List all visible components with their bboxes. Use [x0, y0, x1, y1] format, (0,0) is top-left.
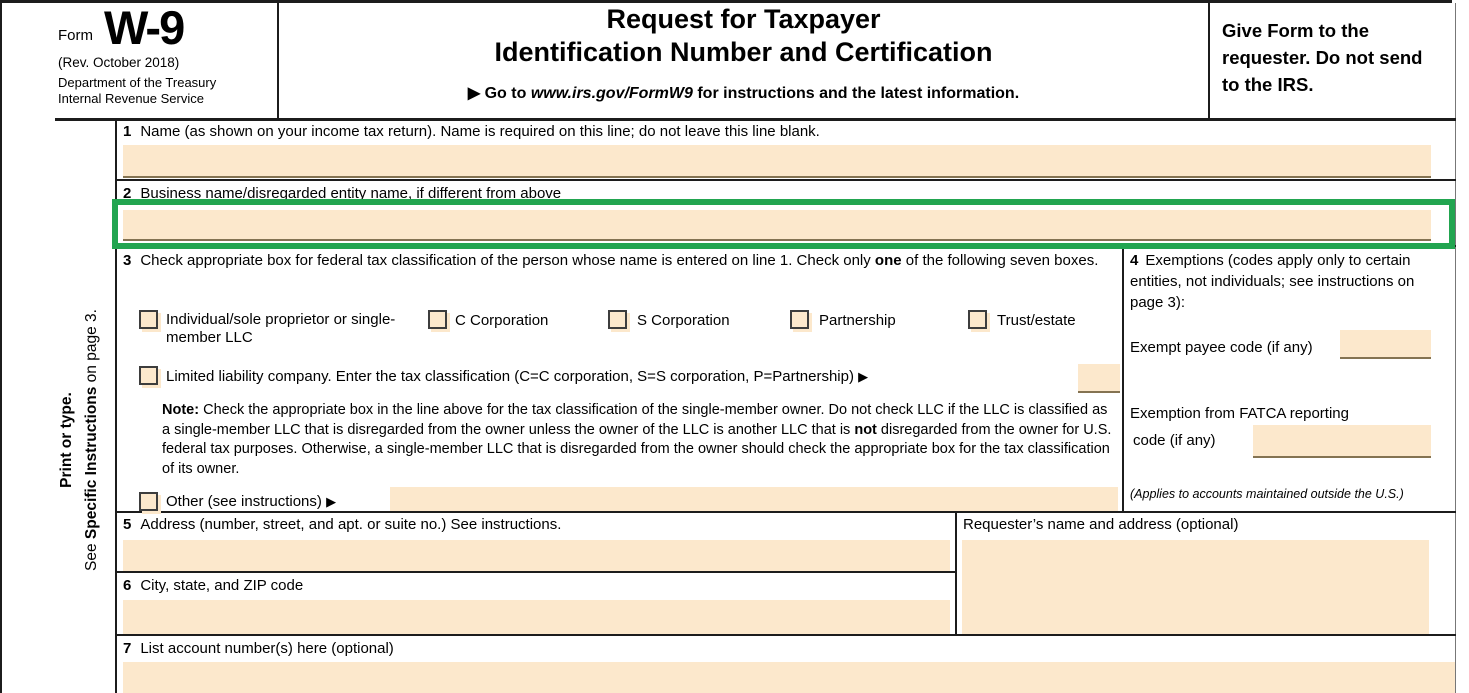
right-border [1455, 3, 1456, 693]
row5-rule [115, 571, 956, 573]
goto-instructions: ▶ Go to www.irs.gov/FormW9 for instructions and the latest information. [467, 85, 1020, 102]
line4-label: 4 Exemptions (codes apply only to certain entities, not individuals; see instructions on page 3): [1130, 252, 1415, 311]
checkbox-trust-estate-label: Trust/estate [997, 312, 1076, 329]
requester-label: Requester’s name and address (optional) [963, 516, 1239, 533]
row3-rule [115, 511, 1456, 513]
line1-label: 1 Name (as shown on your income tax return). Name is required on this line; do not leave this line blank. [123, 123, 820, 140]
checkbox-partnership-label: Partnership [819, 312, 896, 329]
name-input[interactable] [123, 145, 1431, 178]
line5-label: 5 Address (number, street, and apt. or suite no.) See instructions. [123, 516, 562, 533]
requester-input[interactable] [962, 540, 1429, 636]
line6-label: 6 City, state, and ZIP code [123, 577, 304, 594]
left-border [0, 0, 2, 693]
checkbox-c-corporation[interactable] [428, 310, 447, 329]
form-number: W-9 [104, 1, 184, 54]
address-input[interactable] [123, 540, 950, 573]
form-title [279, 3, 1208, 103]
other-input[interactable] [390, 487, 1118, 512]
row2-rule [115, 245, 1456, 247]
sidebar-line-1: Print or type. [58, 392, 75, 488]
checkbox-other[interactable] [139, 492, 158, 511]
line7-label: 7 List account number(s) here (optional) [123, 640, 394, 657]
irs-name: Internal Revenue Service [58, 91, 204, 106]
exempt-payee-input[interactable] [1340, 330, 1431, 359]
form-revision: (Rev. October 2018) [58, 55, 180, 70]
llc-note: Note: Check the appropriate box in the line above for the tax classification of the single-member owner. Do not check LLC if the LLC is classified as a single-member LLC that is disregarded from the owner unless the owner of the LLC is another LLC that is not disregarded from the owner for U.S. federal tax purposes. Otherwise, a single-member LLC that is disregarded from the owner should check the appropriate box for the tax classification of its owner. [162, 402, 1112, 477]
fatca-applies-note: (Applies to accounts maintained outside the U.S.) [1130, 487, 1404, 501]
row7-rule [115, 634, 1456, 636]
fatca-code-input[interactable] [1253, 425, 1431, 458]
sidebar-print-or-type [54, 225, 110, 655]
llc-classification-input[interactable] [1078, 364, 1120, 393]
header-bottom-rule [55, 118, 1456, 121]
checkbox-c-corporation-label: C Corporation [455, 312, 549, 329]
checkbox-s-corporation-label: S Corporation [637, 312, 730, 329]
title-line-1: Request for Taxpayer [606, 4, 881, 34]
checkbox-other-label: Other (see instructions) ▶ [166, 493, 337, 510]
llc-arrow-icon: ▶ [858, 369, 869, 384]
form-word: Form [58, 27, 93, 44]
line2-label: 2 Business name/disregarded entity name, if different from above [123, 185, 562, 202]
checkbox-individual[interactable] [139, 310, 158, 329]
checkbox-llc[interactable] [139, 366, 158, 385]
content-left-rule [115, 118, 117, 693]
fatca-label-line2: code (if any) [1133, 432, 1216, 449]
exempt-payee-label: Exempt payee code (if any) [1130, 339, 1313, 356]
account-numbers-input[interactable] [123, 662, 1456, 693]
fatca-label-line1: Exemption from FATCA reporting [1130, 405, 1349, 422]
requester-divider [955, 512, 957, 636]
checkbox-s-corporation[interactable] [608, 310, 627, 329]
checkbox-partnership[interactable] [790, 310, 809, 329]
checkbox-individual-label: Individual/sole proprietor or single-member LLC [166, 311, 396, 346]
other-arrow-icon: ▶ [326, 494, 337, 509]
checkbox-trust-estate[interactable] [968, 310, 987, 329]
row1-rule [115, 179, 1456, 181]
title-line-2: Identification Number and Certification [494, 37, 993, 67]
dept-treasury: Department of the Treasury [58, 75, 217, 90]
header-divider-right [1208, 0, 1210, 121]
give-form-notice: Give Form to the requester. Do not send to the IRS. [1222, 20, 1423, 95]
line3-label: 3 Check appropriate box for federal tax classification of the person whose name is entered on line 1. Check only one of the following seven boxes. [123, 252, 1099, 269]
city-state-zip-input[interactable] [123, 600, 950, 634]
irs-url: www.irs.gov/FormW9 [530, 85, 693, 102]
section4-divider [1122, 246, 1124, 512]
business-name-input[interactable] [123, 210, 1431, 241]
checkbox-llc-label: Limited liability company. Enter the tax classification (C=C corporation, S=S corporation, P=Partnership) ▶ [166, 368, 869, 385]
sidebar-line-2: See Specific Instructions on page 3. [83, 309, 100, 571]
